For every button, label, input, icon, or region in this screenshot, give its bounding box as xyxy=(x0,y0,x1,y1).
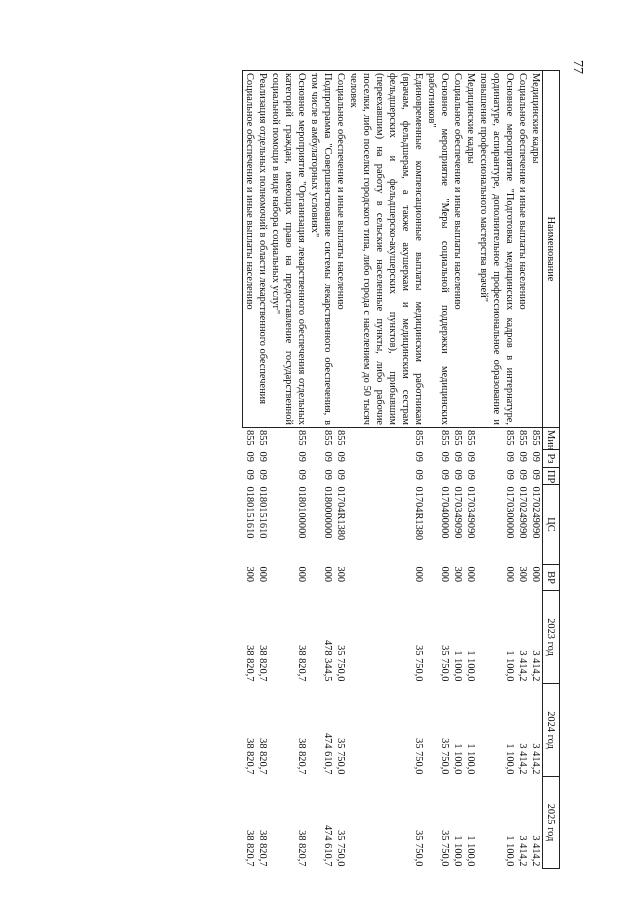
row-2025: 35 750,0 xyxy=(439,830,450,867)
row-vr: 000 xyxy=(465,566,476,583)
row-2025: 35 750,0 xyxy=(413,830,424,867)
table-row xyxy=(243,71,257,869)
row-min: 855 xyxy=(413,430,424,446)
row-2024: 1 100,0 xyxy=(452,743,463,775)
row-2024: 474 610,7 xyxy=(322,732,333,775)
row-2025: 35 750,0 xyxy=(335,830,346,867)
row-rz: 09 xyxy=(413,451,424,462)
row-rz: 09 xyxy=(504,451,515,462)
row-vr: 300 xyxy=(517,566,528,583)
row-cs: 0170349090 xyxy=(465,486,476,539)
row-2023: 1 100,0 xyxy=(452,650,463,682)
row-vr: 000 xyxy=(413,566,424,583)
row-rz: 09 xyxy=(439,451,450,462)
table-row xyxy=(516,71,529,869)
row-vr: 000 xyxy=(296,566,307,583)
table-row xyxy=(477,71,516,869)
header-vr: ВР xyxy=(543,565,560,591)
row-cs: 0180151610 xyxy=(257,486,268,539)
row-vr: 000 xyxy=(322,566,333,583)
row-2025: 3 414,2 xyxy=(530,835,541,867)
row-cs: 0170349090 xyxy=(452,486,463,539)
row-vr: 000 xyxy=(257,566,268,583)
row-2023: 38 820,7 xyxy=(296,645,307,682)
row-pr: 09 xyxy=(465,469,476,480)
row-2024: 3 414,2 xyxy=(517,743,528,775)
row-vr: 000 xyxy=(504,566,515,583)
row-name: Социальное обеспечение и иные выплаты населению xyxy=(334,71,347,428)
row-2024: 1 100,0 xyxy=(465,743,476,775)
row-vr: 300 xyxy=(244,566,255,583)
row-min: 855 xyxy=(439,430,450,446)
header-2024: 2024 год xyxy=(543,684,560,777)
row-pr: 09 xyxy=(257,469,268,480)
row-pr: 09 xyxy=(504,469,515,480)
row-cs: 0180000000 xyxy=(322,486,333,539)
table-row xyxy=(256,71,269,869)
row-2024: 1 100,0 xyxy=(504,743,515,775)
row-cs: 0180151610 xyxy=(244,486,255,539)
table-row xyxy=(308,71,334,869)
page-number: 77 xyxy=(570,60,585,74)
row-2025: 38 820,7 xyxy=(296,830,307,867)
row-rz: 09 xyxy=(257,451,268,462)
row-name: Социальное обеспечение и иные выплаты населению xyxy=(243,71,257,428)
row-2023: 35 750,0 xyxy=(439,645,450,682)
header-2023: 2023 год xyxy=(543,591,560,684)
budget-table xyxy=(242,70,560,869)
row-2023: 35 750,0 xyxy=(335,645,346,682)
row-rz: 09 xyxy=(296,451,307,462)
row-min: 855 xyxy=(530,430,541,446)
row-2024: 3 414,2 xyxy=(530,743,541,775)
row-2024: 38 820,7 xyxy=(244,738,255,775)
row-min: 855 xyxy=(296,430,307,446)
row-2024: 38 820,7 xyxy=(296,738,307,775)
row-2025: 1 100,0 xyxy=(452,835,463,867)
row-pr: 09 xyxy=(452,469,463,480)
row-min: 855 xyxy=(452,430,463,446)
table-row xyxy=(464,71,477,869)
row-2025: 3 414,2 xyxy=(517,835,528,867)
row-pr: 09 xyxy=(296,469,307,480)
row-rz: 09 xyxy=(465,451,476,462)
row-2023: 38 820,7 xyxy=(244,645,255,682)
header-2025: 2025 год xyxy=(543,777,560,869)
row-pr: 09 xyxy=(244,469,255,480)
row-pr: 09 xyxy=(322,469,333,480)
row-2023: 3 414,2 xyxy=(530,650,541,682)
header-pr: ПР xyxy=(543,468,560,485)
row-2023: 3 414,2 xyxy=(517,650,528,682)
row-vr: 000 xyxy=(439,566,450,583)
row-2023: 1 100,0 xyxy=(504,650,515,682)
row-name: Единовременные компенсационные выплаты медицинским работникам (врачам, фельдшерам, а также акушеркам и медицинским сестрам фельдшерских и фельдшерско-акушерских пунктов), прибывшим (переехавшим) на работу в сельские населенные пункты, либо рабочие поселки, либо поселки городского типа, либо города с населением до 50 тысяч человек xyxy=(347,71,425,428)
row-2023: 35 750,0 xyxy=(413,645,424,682)
row-vr: 300 xyxy=(452,566,463,583)
row-rz: 09 xyxy=(322,451,333,462)
row-2025: 38 820,7 xyxy=(244,830,255,867)
row-vr: 300 xyxy=(335,566,346,583)
table-row xyxy=(334,71,347,869)
table-row xyxy=(451,71,464,869)
rotated-table-wrapper xyxy=(134,70,560,868)
table-header-row xyxy=(543,71,560,869)
row-min: 855 xyxy=(244,430,255,446)
row-pr: 09 xyxy=(439,469,450,480)
row-2024: 35 750,0 xyxy=(439,738,450,775)
row-name: Медицинские кадры xyxy=(529,71,543,428)
table-row xyxy=(425,71,451,869)
row-name: Социальное обеспечение и иные выплаты населению xyxy=(451,71,464,428)
row-pr: 09 xyxy=(335,469,346,480)
row-min: 855 xyxy=(465,430,476,446)
row-name: Подпрограмма "Совершенствование системы лекарственного обеспечения, в том числе в амбулаторных условиях" xyxy=(308,71,334,428)
row-min: 855 xyxy=(504,430,515,446)
row-cs: 01704R1380 xyxy=(413,486,424,541)
row-rz: 09 xyxy=(530,451,541,462)
row-rz: 09 xyxy=(517,451,528,462)
header-cs: ЦС xyxy=(543,485,560,565)
row-min: 855 xyxy=(517,430,528,446)
row-cs: 0170400000 xyxy=(439,486,450,539)
row-min: 855 xyxy=(335,430,346,446)
row-min: 855 xyxy=(257,430,268,446)
table-body xyxy=(243,71,543,869)
table-row xyxy=(529,71,543,869)
row-cs: 0180100000 xyxy=(296,486,307,539)
row-name: Основное мероприятие "Подготовка медицинских кадров в интернатуре, ординатуре, аспирантуре, дополнительное профессиональное образование и повышение профессионального мастерства врачей" xyxy=(477,71,516,428)
row-name: Реализация отдельных полномочий в области лекарственного обеспечения xyxy=(256,71,269,428)
row-cs: 01704R1380 xyxy=(335,486,346,541)
row-rz: 09 xyxy=(452,451,463,462)
row-pr: 09 xyxy=(517,469,528,480)
row-2025: 1 100,0 xyxy=(465,835,476,867)
row-name: Основное мероприятие "Меры социальной поддержки медицинских работников" xyxy=(425,71,451,428)
row-name: Социальное обеспечение и иные выплаты населению xyxy=(516,71,529,428)
row-2023: 1 100,0 xyxy=(465,650,476,682)
row-2023: 478 344,5 xyxy=(322,639,333,682)
row-cs: 0170300000 xyxy=(504,486,515,539)
row-2025: 1 100,0 xyxy=(504,835,515,867)
row-2023: 38 820,7 xyxy=(257,645,268,682)
row-cs: 0170249090 xyxy=(517,486,528,539)
header-name: Наименование xyxy=(543,71,560,428)
row-2024: 35 750,0 xyxy=(413,738,424,775)
row-vr: 000 xyxy=(530,566,541,583)
row-rz: 09 xyxy=(335,451,346,462)
table-row xyxy=(347,71,425,869)
row-2025: 474 610,7 xyxy=(322,824,333,867)
row-name: Основное мероприятие "Организация лекарственного обеспечения отдельных категорий граждан, имеющих право на предоставление государственной социальной помощи в виде набора социальных услуг" xyxy=(269,71,308,428)
header-min: Мин xyxy=(543,428,560,450)
row-name: Медицинские кадры xyxy=(464,71,477,428)
row-min: 855 xyxy=(322,430,333,446)
row-rz: 09 xyxy=(244,451,255,462)
table-row xyxy=(269,71,308,869)
row-2025: 38 820,7 xyxy=(257,830,268,867)
row-pr: 09 xyxy=(413,469,424,480)
row-cs: 0170249090 xyxy=(530,486,541,539)
row-2024: 35 750,0 xyxy=(335,738,346,775)
row-2024: 38 820,7 xyxy=(257,738,268,775)
header-rz: Рз xyxy=(543,450,560,468)
row-pr: 09 xyxy=(530,469,541,480)
